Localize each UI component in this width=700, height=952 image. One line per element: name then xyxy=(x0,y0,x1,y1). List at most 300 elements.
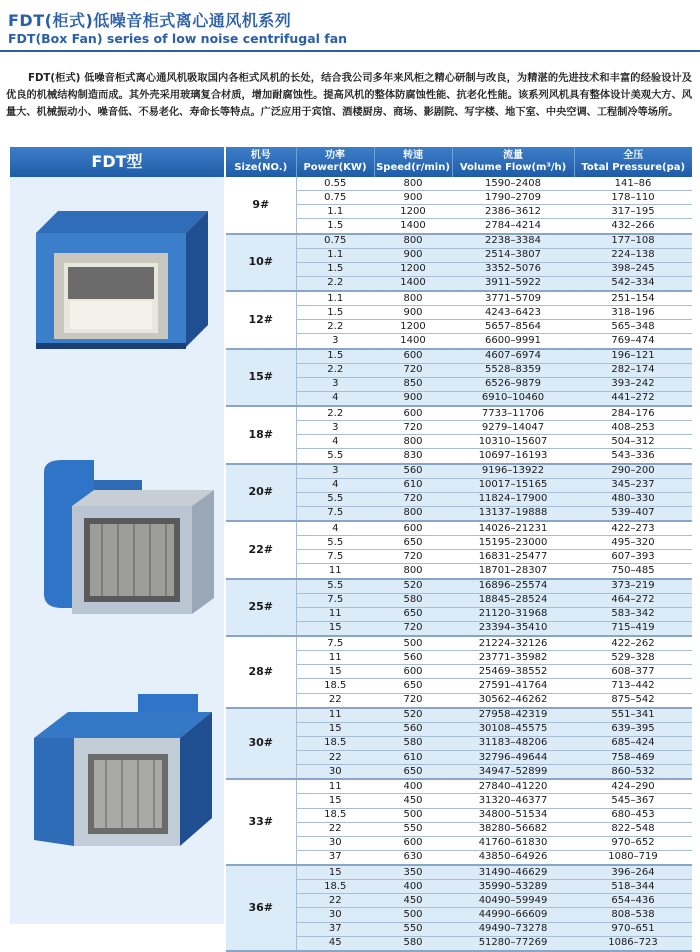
power-cell: 4 xyxy=(296,435,374,449)
speed-cell: 1200 xyxy=(374,262,452,276)
speed-cell: 580 xyxy=(374,936,452,951)
speed-cell: 720 xyxy=(374,421,452,435)
table-row xyxy=(226,550,692,564)
speed-cell: 400 xyxy=(374,779,452,794)
speed-cell: 550 xyxy=(374,822,452,836)
size-cell: 22# xyxy=(226,521,296,579)
flow-cell: 10697–16193 xyxy=(452,449,574,464)
size-cell: 18# xyxy=(226,406,296,464)
pressure-cell: 290–200 xyxy=(574,464,692,479)
table-row xyxy=(226,765,692,780)
pressure-cell: 1086–723 xyxy=(574,936,692,951)
power-cell: 15 xyxy=(296,794,374,808)
title-divider xyxy=(0,50,700,52)
table-row xyxy=(226,722,692,736)
table-row xyxy=(226,262,692,276)
speed-cell: 560 xyxy=(374,722,452,736)
pressure-cell: 860–532 xyxy=(574,765,692,780)
table-row xyxy=(226,794,692,808)
flow-cell: 51280–77269 xyxy=(452,936,574,951)
power-cell: 15 xyxy=(296,665,374,679)
flow-cell: 15195–23000 xyxy=(452,536,574,550)
speed-cell: 800 xyxy=(374,435,452,449)
flow-cell: 25469–38552 xyxy=(452,665,574,679)
pressure-cell: 178–110 xyxy=(574,191,692,205)
flow-cell: 27840–41220 xyxy=(452,779,574,794)
size-cell: 12# xyxy=(226,291,296,349)
pressure-cell: 808–538 xyxy=(574,908,692,922)
col-flow: 流量 Volume Flow(m³/h) xyxy=(452,147,574,177)
speed-cell: 800 xyxy=(374,506,452,521)
table-row xyxy=(226,936,692,951)
pressure-cell: 970–651 xyxy=(574,922,692,936)
power-cell: 3 xyxy=(296,421,374,435)
flow-cell: 27958–42319 xyxy=(452,708,574,723)
power-cell: 2.2 xyxy=(296,406,374,421)
speed-cell: 580 xyxy=(374,736,452,750)
flow-cell: 6600–9991 xyxy=(452,334,574,349)
flow-cell: 1590–2408 xyxy=(452,177,574,191)
speed-cell: 560 xyxy=(374,464,452,479)
size-group xyxy=(226,177,692,234)
pressure-cell: 875–542 xyxy=(574,693,692,708)
flow-cell: 38280–56682 xyxy=(452,822,574,836)
table-row xyxy=(226,320,692,334)
flow-cell: 16896–25574 xyxy=(452,579,574,594)
flow-cell: 18701–28307 xyxy=(452,564,574,579)
flow-cell: 2386–3612 xyxy=(452,205,574,219)
power-cell: 5.5 xyxy=(296,536,374,550)
table-row xyxy=(226,751,692,765)
flow-cell: 34800–51534 xyxy=(452,808,574,822)
table-row xyxy=(226,421,692,435)
power-cell: 5.5 xyxy=(296,492,374,506)
pressure-cell: 713–442 xyxy=(574,679,692,693)
table-row xyxy=(226,291,692,306)
speed-cell: 520 xyxy=(374,708,452,723)
col-speed: 转速 Speed(r/min) xyxy=(374,147,452,177)
pressure-cell: 551–341 xyxy=(574,708,692,723)
pressure-cell: 608–377 xyxy=(574,665,692,679)
table-row xyxy=(226,865,692,880)
table-row xyxy=(226,850,692,865)
pressure-cell: 639–395 xyxy=(574,722,692,736)
speed-cell: 500 xyxy=(374,908,452,922)
power-cell: 37 xyxy=(296,922,374,936)
speed-cell: 850 xyxy=(374,377,452,391)
fan-image-side xyxy=(32,458,217,618)
flow-cell: 27591–41764 xyxy=(452,679,574,693)
power-cell: 1.5 xyxy=(296,219,374,234)
col-size: 机号 Size(NO.) xyxy=(226,147,296,177)
power-cell: 7.5 xyxy=(296,550,374,564)
power-cell: 1.1 xyxy=(296,248,374,262)
pressure-cell: 543–336 xyxy=(574,449,692,464)
speed-cell: 580 xyxy=(374,593,452,607)
speed-cell: 650 xyxy=(374,679,452,693)
power-cell: 15 xyxy=(296,865,374,880)
power-cell: 11 xyxy=(296,564,374,579)
speed-cell: 450 xyxy=(374,894,452,908)
flow-cell: 32796–49644 xyxy=(452,751,574,765)
flow-cell: 1790–2709 xyxy=(452,191,574,205)
table-row xyxy=(226,406,692,421)
size-cell: 28# xyxy=(226,636,296,708)
flow-cell: 5528–8359 xyxy=(452,363,574,377)
table-row xyxy=(226,306,692,320)
flow-cell: 41760–61830 xyxy=(452,836,574,850)
speed-cell: 830 xyxy=(374,449,452,464)
power-cell: 45 xyxy=(296,936,374,951)
power-cell: 11 xyxy=(296,779,374,794)
table-row xyxy=(226,334,692,349)
table-row xyxy=(226,679,692,693)
table-row xyxy=(226,349,692,364)
flow-cell: 30108–45575 xyxy=(452,722,574,736)
fan-image-front xyxy=(30,205,210,360)
flow-cell: 30562–46262 xyxy=(452,693,574,708)
pressure-cell: 1080–719 xyxy=(574,850,692,865)
power-cell: 1.1 xyxy=(296,205,374,219)
pressure-cell: 422–273 xyxy=(574,521,692,536)
size-group xyxy=(226,636,692,708)
pressure-cell: 495–320 xyxy=(574,536,692,550)
speed-cell: 650 xyxy=(374,765,452,780)
pressure-cell: 345–237 xyxy=(574,478,692,492)
flow-cell: 6526–9879 xyxy=(452,377,574,391)
speed-cell: 560 xyxy=(374,651,452,665)
speed-cell: 1400 xyxy=(374,219,452,234)
pressure-cell: 251–154 xyxy=(574,291,692,306)
flow-cell: 9196–13922 xyxy=(452,464,574,479)
pressure-cell: 393–242 xyxy=(574,377,692,391)
flow-cell: 10310–15607 xyxy=(452,435,574,449)
speed-cell: 720 xyxy=(374,550,452,564)
pressure-cell: 607–393 xyxy=(574,550,692,564)
power-cell: 11 xyxy=(296,708,374,723)
flow-cell: 2514–3807 xyxy=(452,248,574,262)
power-cell: 5.5 xyxy=(296,579,374,594)
flow-cell: 16831–25477 xyxy=(452,550,574,564)
speed-cell: 400 xyxy=(374,880,452,894)
table-row xyxy=(226,205,692,219)
flow-cell: 31320–46377 xyxy=(452,794,574,808)
power-cell: 30 xyxy=(296,765,374,780)
flow-cell: 35990–53289 xyxy=(452,880,574,894)
power-cell: 2.2 xyxy=(296,363,374,377)
size-cell: 15# xyxy=(226,349,296,407)
table-row xyxy=(226,234,692,249)
power-cell: 11 xyxy=(296,651,374,665)
power-cell: 15 xyxy=(296,722,374,736)
flow-cell: 43850–64926 xyxy=(452,850,574,865)
pressure-cell: 396–264 xyxy=(574,865,692,880)
power-cell: 22 xyxy=(296,822,374,836)
flow-cell: 40490–59949 xyxy=(452,894,574,908)
flow-cell: 31490–46629 xyxy=(452,865,574,880)
speed-cell: 610 xyxy=(374,478,452,492)
power-cell: 0.55 xyxy=(296,177,374,191)
pressure-cell: 464–272 xyxy=(574,593,692,607)
table-row xyxy=(226,248,692,262)
speed-cell: 450 xyxy=(374,794,452,808)
power-cell: 15 xyxy=(296,621,374,636)
table-row xyxy=(226,836,692,850)
speed-cell: 1200 xyxy=(374,320,452,334)
flow-cell: 31183–48206 xyxy=(452,736,574,750)
power-cell: 18.5 xyxy=(296,679,374,693)
flow-cell: 14026–21231 xyxy=(452,521,574,536)
page-subtitle: FDT(Box Fan) series of low noise centrifugal fan xyxy=(8,31,348,46)
speed-cell: 800 xyxy=(374,234,452,249)
power-cell: 18.5 xyxy=(296,736,374,750)
speed-cell: 720 xyxy=(374,363,452,377)
pressure-cell: 518–344 xyxy=(574,880,692,894)
speed-cell: 900 xyxy=(374,306,452,320)
power-cell: 1.5 xyxy=(296,349,374,364)
table-row xyxy=(226,276,692,291)
table-row xyxy=(226,607,692,621)
speed-cell: 1400 xyxy=(374,334,452,349)
pressure-cell: 715–419 xyxy=(574,621,692,636)
power-cell: 18.5 xyxy=(296,880,374,894)
table-row xyxy=(226,693,692,708)
speed-cell: 600 xyxy=(374,406,452,421)
pressure-cell: 224–138 xyxy=(574,248,692,262)
flow-cell: 10017–15165 xyxy=(452,478,574,492)
table-row xyxy=(226,521,692,536)
flow-cell: 21224–32126 xyxy=(452,636,574,651)
table-header-row xyxy=(226,147,692,177)
table-row xyxy=(226,449,692,464)
flow-cell: 3352–5076 xyxy=(452,262,574,276)
pressure-cell: 317–195 xyxy=(574,205,692,219)
flow-cell: 23394–35410 xyxy=(452,621,574,636)
table-row xyxy=(226,880,692,894)
power-cell: 30 xyxy=(296,836,374,850)
model-label: FDT型 xyxy=(10,147,224,177)
speed-cell: 520 xyxy=(374,579,452,594)
pressure-cell: 398–245 xyxy=(574,262,692,276)
table-row xyxy=(226,191,692,205)
power-cell: 3 xyxy=(296,334,374,349)
size-cell: 33# xyxy=(226,779,296,865)
flow-cell: 11824–17900 xyxy=(452,492,574,506)
pressure-cell: 318–196 xyxy=(574,306,692,320)
col-pressure: 全压 Total Pressure(pa) xyxy=(574,147,692,177)
pressure-cell: 441–272 xyxy=(574,391,692,406)
size-group xyxy=(226,349,692,407)
flow-cell: 49490–73278 xyxy=(452,922,574,936)
speed-cell: 1200 xyxy=(374,205,452,219)
table-row xyxy=(226,736,692,750)
pressure-cell: 141–86 xyxy=(574,177,692,191)
power-cell: 22 xyxy=(296,693,374,708)
pressure-cell: 685–424 xyxy=(574,736,692,750)
size-group xyxy=(226,234,692,292)
power-cell: 1.5 xyxy=(296,262,374,276)
speed-cell: 630 xyxy=(374,850,452,865)
table-row xyxy=(226,779,692,794)
table-row xyxy=(226,636,692,651)
power-cell: 4 xyxy=(296,478,374,492)
flow-cell: 5657–8564 xyxy=(452,320,574,334)
speed-cell: 720 xyxy=(374,492,452,506)
power-cell: 2.2 xyxy=(296,320,374,334)
pressure-cell: 177–108 xyxy=(574,234,692,249)
power-cell: 22 xyxy=(296,751,374,765)
pressure-cell: 545–367 xyxy=(574,794,692,808)
pressure-cell: 504–312 xyxy=(574,435,692,449)
pressure-cell: 822–548 xyxy=(574,822,692,836)
table-row xyxy=(226,492,692,506)
pressure-cell: 373–219 xyxy=(574,579,692,594)
flow-cell: 23771–35982 xyxy=(452,651,574,665)
power-cell: 5.5 xyxy=(296,449,374,464)
table-row xyxy=(226,435,692,449)
flow-cell: 3771–5709 xyxy=(452,291,574,306)
speed-cell: 900 xyxy=(374,391,452,406)
table-row xyxy=(226,579,692,594)
speed-cell: 600 xyxy=(374,349,452,364)
table-row xyxy=(226,506,692,521)
speed-cell: 1400 xyxy=(374,276,452,291)
pressure-cell: 654–436 xyxy=(574,894,692,908)
size-cell: 25# xyxy=(226,579,296,637)
table-row xyxy=(226,536,692,550)
flow-cell: 4607–6974 xyxy=(452,349,574,364)
flow-cell: 44990–66609 xyxy=(452,908,574,922)
pressure-cell: 284–176 xyxy=(574,406,692,421)
size-group xyxy=(226,464,692,522)
pressure-cell: 529–328 xyxy=(574,651,692,665)
size-cell: 36# xyxy=(226,865,296,951)
pressure-cell: 424–290 xyxy=(574,779,692,794)
flow-cell: 3911–5922 xyxy=(452,276,574,291)
size-group xyxy=(226,865,692,951)
pressure-cell: 422–262 xyxy=(574,636,692,651)
speed-cell: 500 xyxy=(374,808,452,822)
pressure-cell: 480–330 xyxy=(574,492,692,506)
col-power: 功率 Power(KW) xyxy=(296,147,374,177)
pressure-cell: 432–266 xyxy=(574,219,692,234)
speed-cell: 350 xyxy=(374,865,452,880)
table-row xyxy=(226,391,692,406)
table-row xyxy=(226,708,692,723)
size-group xyxy=(226,708,692,780)
power-cell: 4 xyxy=(296,391,374,406)
table-row xyxy=(226,363,692,377)
flow-cell: 4243–6423 xyxy=(452,306,574,320)
table-row xyxy=(226,822,692,836)
power-cell: 1.1 xyxy=(296,291,374,306)
flow-cell: 7733–11706 xyxy=(452,406,574,421)
speed-cell: 800 xyxy=(374,564,452,579)
table-row xyxy=(226,651,692,665)
speed-cell: 500 xyxy=(374,636,452,651)
power-cell: 3 xyxy=(296,377,374,391)
flow-cell: 2784–4214 xyxy=(452,219,574,234)
pressure-cell: 750–485 xyxy=(574,564,692,579)
speed-cell: 650 xyxy=(374,607,452,621)
power-cell: 37 xyxy=(296,850,374,865)
page-title: FDT(柜式)低噪音柜式离心通风机系列 xyxy=(8,11,292,30)
table-row xyxy=(226,665,692,679)
table-row xyxy=(226,593,692,607)
size-cell: 30# xyxy=(226,708,296,780)
table-row xyxy=(226,808,692,822)
speed-cell: 720 xyxy=(374,621,452,636)
intro-paragraph: FDT(柜式) 低噪音柜式离心通风机吸取国内各柜式风机的长处，结合我公司多年来风柜之精心研制与改良，为精湛的先进技术和丰富的经验设计及优良的机械结构制造而成。其外壳采用玻璃复合材质，增加耐腐蚀性。提高风机的整体防腐蚀性能、抗老化性能。该系列风机具有整体设计美观大方、风量大、机械振动小、噪音低、不易老化、寿命长等特点。广泛应用于宾馆、酒楼厨房、商场、影剧院、写字楼、地下室、中央空调、工程制冷等场所。 xyxy=(6,73,692,118)
power-cell: 3 xyxy=(296,464,374,479)
power-cell: 2.2 xyxy=(296,276,374,291)
speed-cell: 720 xyxy=(374,693,452,708)
speed-cell: 900 xyxy=(374,191,452,205)
size-group xyxy=(226,521,692,579)
pressure-cell: 408–253 xyxy=(574,421,692,435)
speed-cell: 550 xyxy=(374,922,452,936)
table-row xyxy=(226,908,692,922)
power-cell: 7.5 xyxy=(296,593,374,607)
pressure-cell: 196–121 xyxy=(574,349,692,364)
size-group xyxy=(226,291,692,349)
flow-cell: 21120–31968 xyxy=(452,607,574,621)
power-cell: 4 xyxy=(296,521,374,536)
power-cell: 18.5 xyxy=(296,808,374,822)
power-cell: 7.5 xyxy=(296,636,374,651)
pressure-cell: 758–469 xyxy=(574,751,692,765)
pressure-cell: 565–348 xyxy=(574,320,692,334)
power-cell: 0.75 xyxy=(296,234,374,249)
pressure-cell: 769–474 xyxy=(574,334,692,349)
flow-cell: 9279–14047 xyxy=(452,421,574,435)
speed-cell: 600 xyxy=(374,665,452,679)
table-row xyxy=(226,177,692,191)
speed-cell: 600 xyxy=(374,836,452,850)
power-cell: 30 xyxy=(296,908,374,922)
flow-cell: 18845–28524 xyxy=(452,593,574,607)
speed-cell: 600 xyxy=(374,521,452,536)
size-cell: 9# xyxy=(226,177,296,234)
speed-cell: 900 xyxy=(374,248,452,262)
spec-table xyxy=(226,147,692,952)
size-group xyxy=(226,579,692,637)
power-cell: 22 xyxy=(296,894,374,908)
pressure-cell: 680–453 xyxy=(574,808,692,822)
size-group xyxy=(226,779,692,865)
table-row xyxy=(226,564,692,579)
flow-cell: 6910–10460 xyxy=(452,391,574,406)
speed-cell: 650 xyxy=(374,536,452,550)
power-cell: 0.75 xyxy=(296,191,374,205)
pressure-cell: 970–652 xyxy=(574,836,692,850)
fan-image-angle xyxy=(30,690,215,852)
table-row xyxy=(226,219,692,234)
size-cell: 20# xyxy=(226,464,296,522)
pressure-cell: 282–174 xyxy=(574,363,692,377)
table-row xyxy=(226,621,692,636)
speed-cell: 800 xyxy=(374,177,452,191)
pressure-cell: 542–334 xyxy=(574,276,692,291)
table-row xyxy=(226,478,692,492)
speed-cell: 610 xyxy=(374,751,452,765)
flow-cell: 2238–3384 xyxy=(452,234,574,249)
flow-cell: 34947–52899 xyxy=(452,765,574,780)
table-row xyxy=(226,922,692,936)
size-cell: 10# xyxy=(226,234,296,292)
speed-cell: 800 xyxy=(374,291,452,306)
power-cell: 1.5 xyxy=(296,306,374,320)
